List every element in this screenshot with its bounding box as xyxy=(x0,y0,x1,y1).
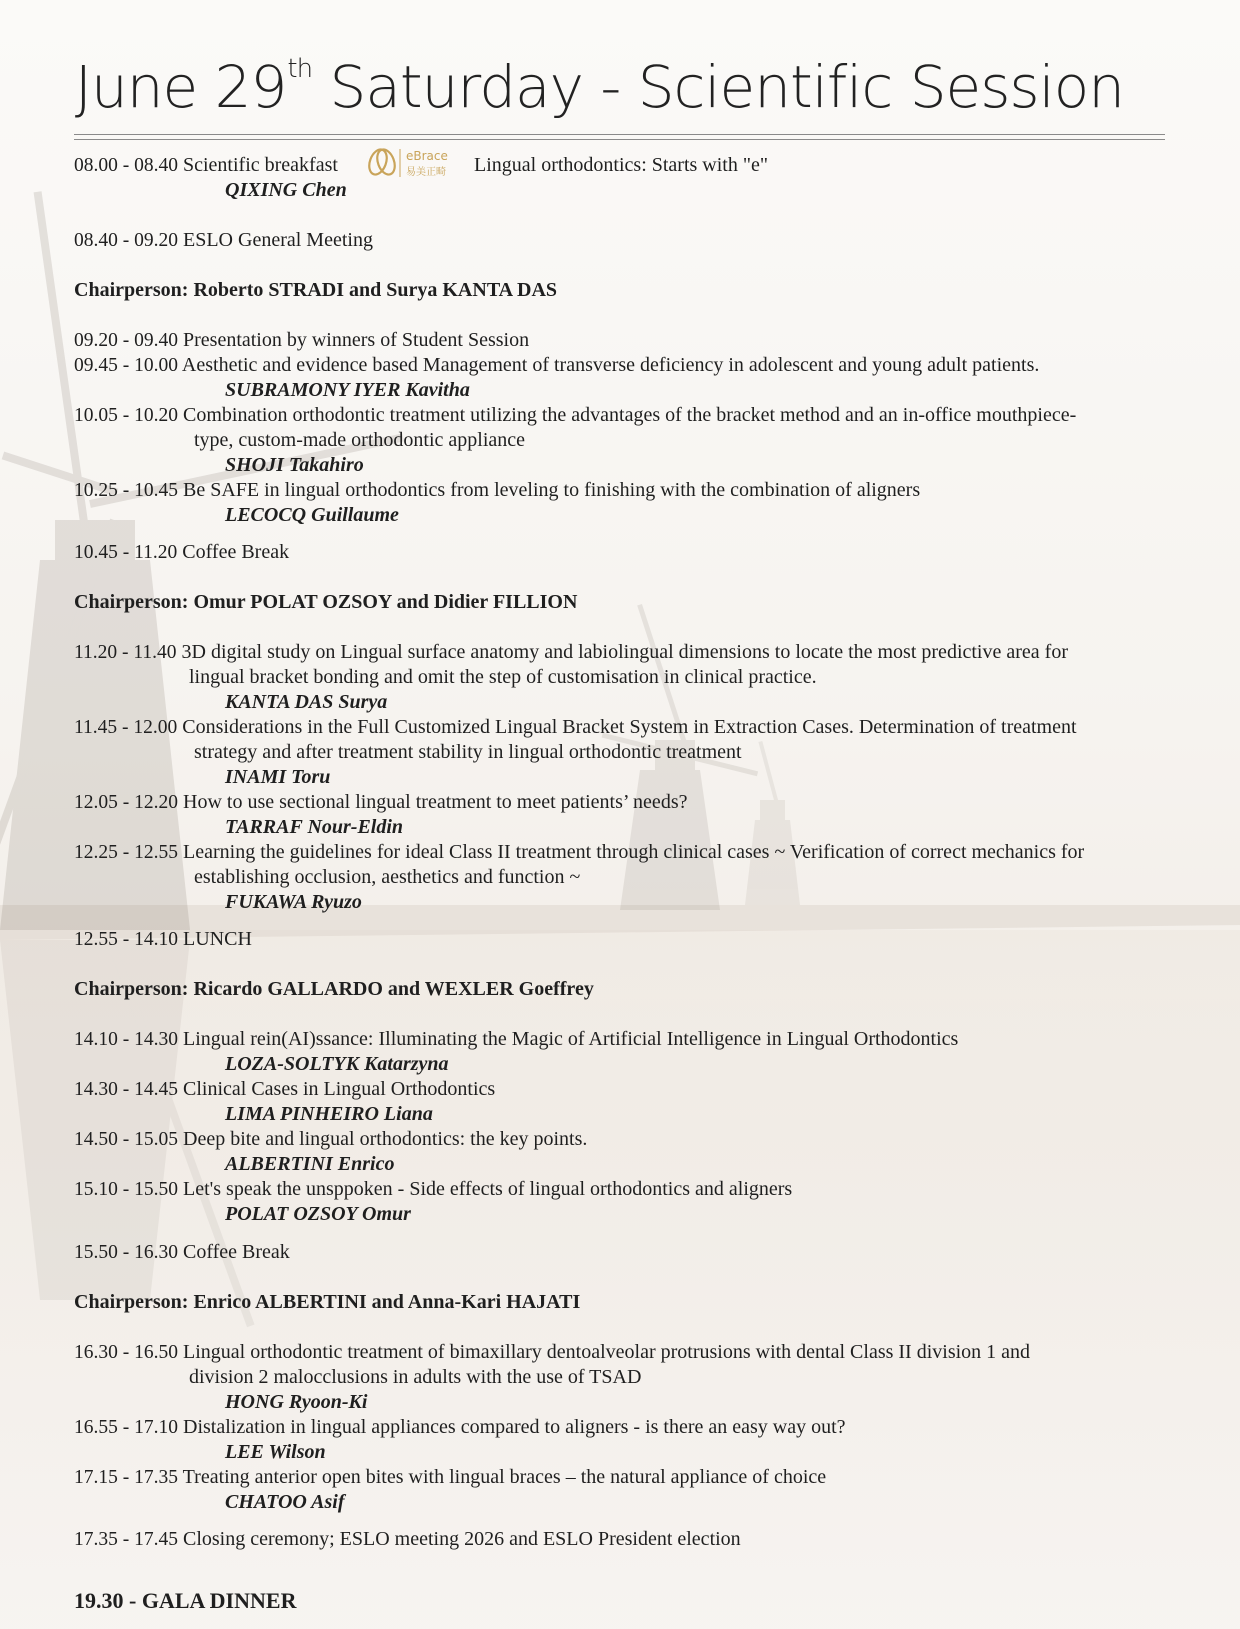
item-time: 17.15 - 17.35 xyxy=(74,1467,178,1488)
chairperson-line: Chairperson: Enrico ALBERTINI and Anna-Kari HAJATI xyxy=(74,1291,581,1313)
schedule-item xyxy=(74,715,1077,740)
item-title: Scientific breakfast xyxy=(183,154,338,176)
item-title: LUNCH xyxy=(183,928,252,950)
item-speaker: QIXING Chen xyxy=(225,179,347,201)
item-title: ESLO General Meeting xyxy=(183,229,373,251)
page-title xyxy=(74,53,1124,121)
item-time: 12.25 - 12.55 xyxy=(74,842,178,863)
chairperson-line: Chairperson: Roberto STRADI and Surya KANTA DAS xyxy=(74,279,558,301)
schedule-item xyxy=(74,840,1084,865)
item-time: 14.30 - 14.45 xyxy=(74,1079,178,1100)
item-title: Combination orthodontic treatment utilizing the advantages of the bracket method and an in-office mouthpiece- xyxy=(183,404,1077,426)
schedule-item xyxy=(74,1465,826,1490)
item-title: How to use sectional lingual treatment to meet patients’ needs? xyxy=(183,791,688,813)
item-title: Coffee Break xyxy=(183,1241,290,1263)
item-speaker: FUKAWA Ryuzo xyxy=(225,891,362,913)
schedule-item xyxy=(74,790,687,815)
item-speaker: LECOCQ Guillaume xyxy=(225,504,399,526)
item-title-continued: establishing occlusion, aesthetics and function ~ xyxy=(194,866,581,888)
title-rest: Saturday - Scientific Session xyxy=(312,53,1124,121)
item-title: Treating anterior open bites with lingual braces – the natural appliance of choice xyxy=(182,1466,827,1488)
item-time: 09.45 - 10.00 xyxy=(74,355,178,376)
item-title: Coffee Break xyxy=(182,541,290,563)
item-title: Let's speak the unsppoken - Side effects of lingual orthodontics and aligners xyxy=(183,1178,793,1200)
item-time: 14.50 - 15.05 xyxy=(74,1129,178,1150)
item-speaker: TARRAF Nour-Eldin xyxy=(225,816,404,838)
item-title: Considerations in the Full Customized Lingual Bracket System in Extraction Cases. Determination of treatment xyxy=(182,716,1077,738)
schedule-item xyxy=(74,228,373,253)
item-speaker: INAMI Toru xyxy=(225,766,331,788)
schedule-item xyxy=(74,927,252,952)
item-title-continued: strategy and after treatment stability in lingual orthodontic treatment xyxy=(194,741,742,763)
item-speaker: POLAT OZSOY Omur xyxy=(225,1203,411,1225)
schedule-item xyxy=(74,640,1068,665)
item-title: Be SAFE in lingual orthodontics from leveling to finishing with the combination of aligners xyxy=(183,479,921,501)
ebrace-logo xyxy=(364,143,464,183)
item-speaker: HONG Ryoon-Ki xyxy=(225,1391,368,1413)
gala-dinner: 19.30 - GALA DINNER xyxy=(74,1588,297,1613)
title-suffix: th xyxy=(287,54,313,84)
schedule-item xyxy=(74,1077,495,1102)
item-speaker: ALBERTINI Enrico xyxy=(225,1153,395,1175)
schedule-item xyxy=(74,1527,741,1552)
item-title-after-logo: Lingual orthodontics: Starts with "e" xyxy=(474,154,769,176)
schedule-item xyxy=(74,1415,846,1440)
item-title: Presentation by winners of Student Session xyxy=(183,329,530,351)
schedule-item xyxy=(74,540,289,565)
schedule-item xyxy=(74,478,920,503)
item-time: 10.05 - 10.20 xyxy=(74,405,178,426)
item-speaker: LOZA-SOLTYK Katarzyna xyxy=(225,1053,449,1075)
item-speaker: LIMA PINHEIRO Liana xyxy=(225,1103,433,1125)
schedule-item xyxy=(74,1340,1030,1365)
item-time: 09.20 - 09.40 xyxy=(74,330,178,351)
title-rule-top xyxy=(74,134,1165,135)
chairperson-line: Chairperson: Omur POLAT OZSOY and Didier FILLION xyxy=(74,591,578,613)
item-title: Clinical Cases in Lingual Orthodontics xyxy=(183,1078,496,1100)
schedule-item xyxy=(74,153,338,178)
item-speaker: KANTA DAS Surya xyxy=(225,691,388,713)
item-title: Aesthetic and evidence based Management of transverse deficiency in adolescent and young adult patients. xyxy=(181,354,1040,376)
item-time: 17.35 - 17.45 xyxy=(74,1529,178,1550)
title-month-day: June 29 xyxy=(74,53,287,121)
schedule-item xyxy=(74,1240,290,1265)
item-title-continued: type, custom-made orthodontic appliance xyxy=(194,429,526,451)
item-time: 15.50 - 16.30 xyxy=(74,1242,178,1263)
schedule-item xyxy=(74,403,1076,428)
logo-subtitle: 易美正畸 xyxy=(406,167,446,178)
schedule-item xyxy=(74,1177,792,1202)
item-time: 11.45 - 12.00 xyxy=(74,717,178,738)
item-speaker: SHOJI Takahiro xyxy=(225,454,364,476)
item-title: Learning the guidelines for ideal Class II treatment through clinical cases ~ Verification of correct mechanics for xyxy=(183,841,1085,863)
item-speaker: LEE Wilson xyxy=(225,1441,326,1463)
item-time: 14.10 - 14.30 xyxy=(74,1029,178,1050)
chairperson-line: Chairperson: Ricardo GALLARDO and WEXLER Goeffrey xyxy=(74,978,594,1000)
item-title: 3D digital study on Lingual surface anatomy and labiolingual dimensions to locate the most predictive area for xyxy=(181,641,1068,663)
schedule-item xyxy=(74,1127,587,1152)
title-rule-bottom xyxy=(74,139,1165,140)
item-title-continued: lingual bracket bonding and omit the step of customisation in clinical practice. xyxy=(189,666,817,688)
item-time: 10.45 - 11.20 xyxy=(74,542,178,563)
item-time: 15.10 - 15.50 xyxy=(74,1179,178,1200)
item-title: Deep bite and lingual orthodontics: the key points. xyxy=(183,1128,588,1150)
schedule-item xyxy=(74,1027,958,1052)
item-time: 10.25 - 10.45 xyxy=(74,480,178,501)
item-time: 08.40 - 09.20 xyxy=(74,230,178,251)
item-time: 12.05 - 12.20 xyxy=(74,792,178,813)
item-title-continued: division 2 malocclusions in adults with the use of TSAD xyxy=(189,1366,642,1388)
schedule-item xyxy=(74,328,529,353)
item-title: Closing ceremony; ESLO meeting 2026 and ESLO President election xyxy=(183,1528,741,1550)
item-speaker: CHATOO Asif xyxy=(225,1491,345,1513)
item-time: 16.55 - 17.10 xyxy=(74,1417,178,1438)
schedule-item xyxy=(74,353,1039,378)
item-title: Lingual orthodontic treatment of bimaxillary dentoalveolar protrusions with dental Class II division 1 and xyxy=(183,1341,1031,1363)
item-time: 12.55 - 14.10 xyxy=(74,929,178,950)
logo-brand: eBrace xyxy=(406,149,448,163)
item-speaker: SUBRAMONY IYER Kavitha xyxy=(225,379,470,401)
item-time: 08.00 - 08.40 xyxy=(74,155,178,176)
item-title: Distalization in lingual appliances compared to aligners - is there an easy way out? xyxy=(183,1416,846,1438)
item-time: 11.20 - 11.40 xyxy=(74,642,177,663)
item-title: Lingual rein(AI)ssance: Illuminating the Magic of Artificial Intelligence in Lingual Orthodontics xyxy=(183,1028,959,1050)
item-time: 16.30 - 16.50 xyxy=(74,1342,178,1363)
